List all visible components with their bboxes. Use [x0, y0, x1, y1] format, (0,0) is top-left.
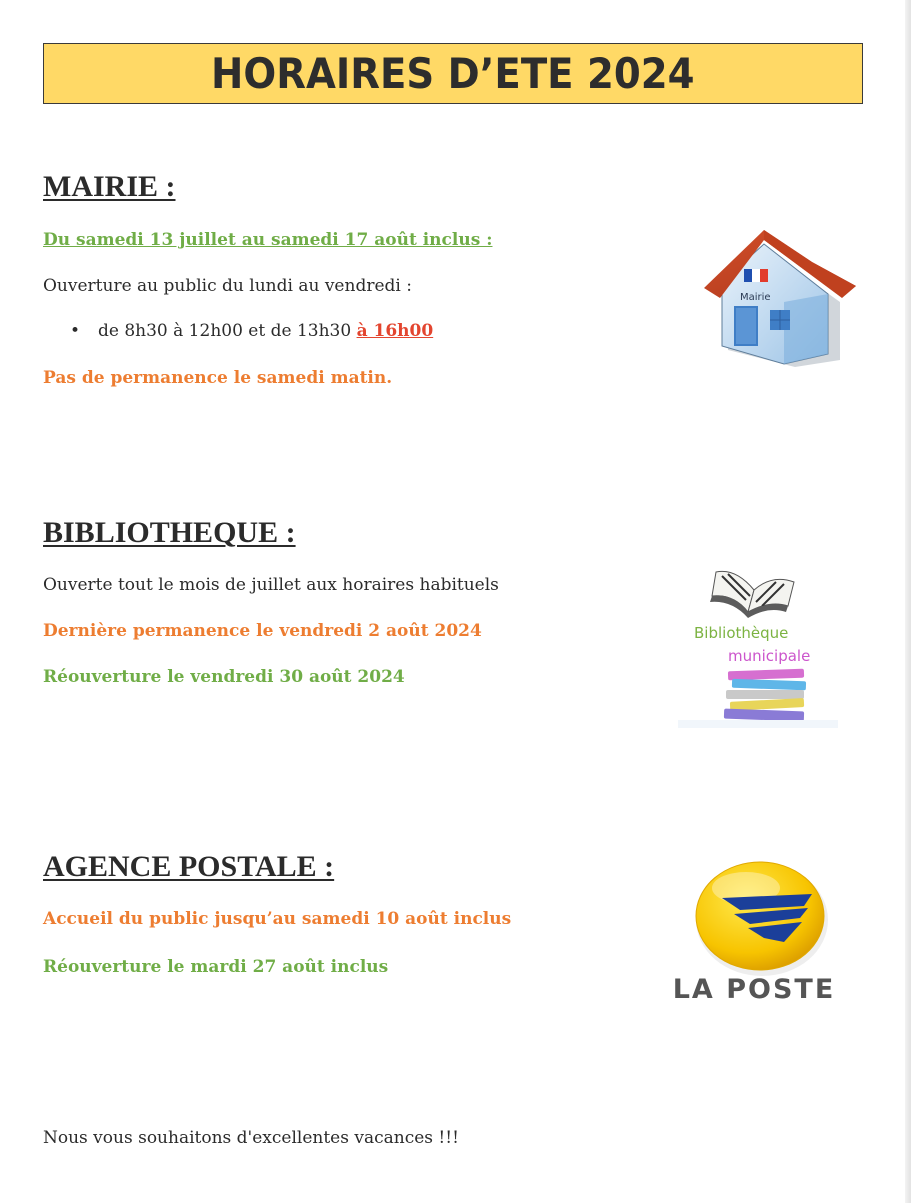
la-poste-logo-text: LA POSTE: [672, 974, 836, 1005]
mairie-note: Pas de permanence le samedi matin.: [43, 368, 393, 388]
mairie-hours: [70, 321, 433, 341]
mairie-image-label: Mairie: [740, 292, 771, 303]
bibliotheque-image-label-2: municipale: [728, 647, 811, 665]
bibliotheque-heading: BIBLIOTHEQUE :: [43, 516, 296, 549]
title-banner: [43, 43, 863, 104]
mairie-period: Du samedi 13 juillet au samedi 17 août inclus :: [43, 230, 493, 250]
bibliotheque-line3: Réouverture le vendredi 30 août 2024: [43, 667, 405, 687]
la-poste-logo: [664, 858, 844, 1008]
footer-message: Nous vous souhaitons d'excellentes vacances !!!: [43, 1128, 459, 1148]
page-title: HORAIRES D’ETE 2024: [211, 49, 695, 98]
bibliotheque-line1: Ouverte tout le mois de juillet aux horaires habituels: [43, 575, 499, 595]
mairie-opening: Ouverture au public du lundi au vendredi :: [43, 276, 412, 296]
agence-postale-line2: Réouverture le mardi 27 août inclus: [43, 957, 389, 977]
mairie-hours-main: de 8h30 à 12h00 et de 13h30: [98, 321, 357, 341]
bullet-marker: •: [70, 321, 81, 341]
agence-postale-line1: Accueil du public jusqu’au samedi 10 août inclus: [43, 909, 512, 929]
agence-postale-heading: AGENCE POSTALE :: [43, 850, 335, 883]
page-edge: [905, 0, 911, 1203]
bibliotheque-line2: Dernière permanence le vendredi 2 août 2024: [43, 621, 482, 641]
mairie-house-icon: [700, 222, 860, 372]
mairie-hours-end: à 16h00: [356, 321, 434, 341]
bibliotheque-image-label-1: Bibliothèque: [694, 624, 789, 642]
books-icon: [676, 560, 841, 730]
mairie-heading: MAIRIE :: [43, 170, 176, 203]
